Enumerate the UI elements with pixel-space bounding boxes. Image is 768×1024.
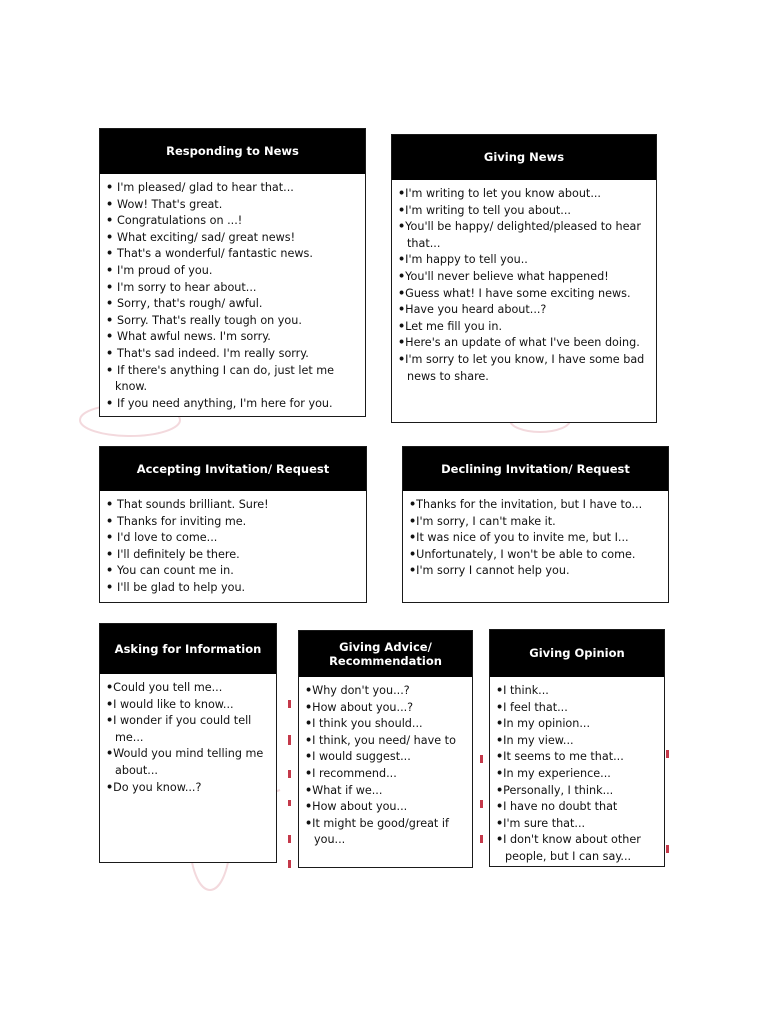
bullet-icon: • [106,181,118,194]
list-item [106,746,270,779]
bullet-icon: • [409,531,417,545]
list-item [409,514,662,531]
bullet-icon: • [106,297,118,311]
phrase-text: I'd love to come... [117,531,218,545]
list-item [409,530,662,547]
phrase-text: It was nice of you to invite me, but I... [416,531,629,545]
bullet-icon: • [409,514,417,528]
phrase-text: Thanks for inviting me. [117,514,247,528]
phrase-text: I'm proud of you. [117,263,213,277]
phrase-text: I'm sorry to let you know, I have some bad news to share. [405,352,645,383]
bullet-icon: • [398,336,406,350]
bullet-icon: • [496,800,504,814]
bullet-icon: • [106,681,114,694]
list-item [496,832,658,865]
phrase-text: I recommend... [312,766,397,780]
bullet-icon: • [106,714,114,728]
phrase-text: That sounds brilliant. Sure! [117,498,269,511]
bullet-icon: • [106,247,118,261]
phrase-text: What exciting/ sad/ great news! [117,230,296,244]
list-item [305,816,466,849]
phrase-text: I think... [503,684,549,697]
list-item [106,563,360,580]
bullet-icon: • [398,220,406,234]
phrase-text: Sorry, that's rough/ awful. [117,297,263,311]
bullet-icon: • [398,319,406,333]
bullet-icon: • [106,580,118,594]
phrase-text: You can count me in. [117,564,234,578]
phrase-text: I think you should... [312,717,423,731]
list-item [496,700,658,717]
phrase-text: Would you mind telling me about... [113,747,264,777]
bullet-icon: • [398,269,406,283]
list-item [106,313,359,330]
list-item [305,700,466,717]
list-item [409,547,662,564]
bullet-icon: • [305,766,313,780]
phrase-text: Wow! That's great. [117,197,223,211]
phrase-text: I feel that... [503,700,568,714]
phrase-text: How about you...? [312,700,414,714]
phrase-text: You'll never believe what happened! [405,269,609,283]
bullet-icon: • [305,816,313,830]
bullet-icon: • [106,531,118,545]
list-item [106,713,270,746]
card-giving-advice [298,630,473,868]
bullet-icon: • [496,783,504,797]
bullet-icon: • [106,396,118,410]
phrase-list [100,674,276,796]
list-item [496,749,658,766]
list-item [305,733,466,750]
phrase-text: Why don't you...? [312,684,410,697]
list-item [106,363,359,396]
bullet-icon: • [106,263,118,277]
card-title: Asking for Information [100,624,276,674]
bullet-icon: • [305,800,313,814]
list-item [106,280,359,297]
list-item [106,547,360,564]
phrase-text: I'm sorry I cannot help you. [416,564,570,578]
list-item [398,269,650,286]
card-declining-invitation [402,446,669,603]
list-item [305,783,466,800]
bullet-icon: • [106,780,114,794]
bullet-icon: • [496,766,504,780]
phrase-text: I'm sure that... [503,816,586,830]
phrase-text: What if we... [312,783,383,797]
bullet-icon: • [496,833,504,847]
list-item [106,530,360,547]
phrase-text: I'm writing to let you know about... [405,187,601,200]
list-item [106,246,359,263]
card-title: Responding to News [100,129,365,174]
bullet-icon: • [106,330,118,344]
card-giving-news [391,134,657,423]
list-item [106,697,270,714]
list-item [106,497,360,514]
phrase-text: I'm happy to tell you.. [405,253,528,267]
bullet-icon: • [106,197,118,211]
list-item [496,816,658,833]
list-item [106,680,270,697]
phrase-text: I'm sorry to hear about... [117,280,257,294]
list-item [106,396,359,413]
bullet-icon: • [106,498,118,511]
bullet-icon: • [106,214,118,228]
list-item [496,766,658,783]
bullet-icon: • [409,498,417,511]
list-item [398,219,650,252]
phrase-text: What awful news. I'm sorry. [117,330,271,344]
phrase-text: If there's anything I can do, just let me know. [115,363,335,394]
bullet-icon: • [398,303,406,317]
phrase-text: Here's an update of what I've been doing. [405,336,640,350]
phrase-text: Guess what! I have some exciting news. [405,286,631,300]
phrase-list [403,491,668,580]
list-item [496,733,658,750]
phrase-text: Could you tell me... [113,681,223,694]
list-item [106,296,359,313]
phrase-text: I would suggest... [312,750,411,764]
list-item [106,346,359,363]
bullet-icon: • [106,564,118,578]
list-item [398,352,650,385]
list-item [398,186,650,203]
bullet-icon: • [106,230,118,244]
bullet-icon: • [106,280,118,294]
bullet-icon: • [106,363,118,377]
list-item [496,683,658,700]
list-item [496,716,658,733]
bullet-icon: • [398,187,406,200]
phrase-text: I'm writing to tell you about... [405,203,571,217]
bullet-icon: • [409,564,417,578]
list-item [398,302,650,319]
phrase-text: In my experience... [503,766,611,780]
list-item [398,335,650,352]
phrase-text: I think, you need/ have to [312,733,456,747]
bullet-icon: • [106,547,118,561]
phrase-text: Let me fill you in. [405,319,503,333]
phrase-text: I don't know about other people, but I can say... [503,833,641,863]
phrase-text: It seems to me that... [503,750,624,764]
list-item [106,180,359,197]
list-item [106,213,359,230]
phrase-text: Thanks for the invitation, but I have to... [416,498,643,511]
phrase-text: If you need anything, I'm here for you. [117,396,333,410]
phrase-text: In my view... [503,733,574,747]
card-title: Giving Advice/ Recommendation [299,631,472,677]
phrase-text: Congratulations on ...! [117,214,243,228]
bullet-icon: • [305,700,313,714]
phrase-text: I'll definitely be there. [117,547,240,561]
list-item [106,230,359,247]
phrase-text: That's a wonderful/ fantastic news. [117,247,313,261]
phrase-text: I have no doubt that [503,800,618,814]
bullet-icon: • [496,816,504,830]
list-item [106,580,360,597]
list-item [409,497,662,514]
bullet-icon: • [496,684,504,697]
phrase-text: I'm sorry, I can't make it. [416,514,556,528]
phrase-text: In my opinion... [503,717,591,731]
list-item [106,329,359,346]
phrase-list [100,491,366,597]
bullet-icon: • [496,700,504,714]
phrase-text: That's sad indeed. I'm really sorry. [117,346,309,360]
card-giving-opinion [489,629,665,867]
bullet-icon: • [496,717,504,731]
bullet-icon: • [106,697,114,711]
list-item [398,203,650,220]
card-asking-for-information [99,623,277,863]
list-item [305,716,466,733]
bullet-icon: • [106,313,118,327]
phrase-list [100,174,365,412]
bullet-icon: • [398,286,406,300]
bullet-icon: • [106,747,114,761]
phrase-list [490,677,664,866]
bullet-icon: • [305,783,313,797]
bullet-icon: • [496,750,504,764]
phrase-text: How about you... [312,800,408,814]
card-responding-to-news [99,128,366,417]
phrase-text: I wonder if you could tell me... [113,714,252,744]
phrase-text: Have you heard about...? [405,303,547,317]
phrase-text: Sorry. That's really tough on you. [117,313,302,327]
phrase-text: You'll be happy/ delighted/pleased to hear that... [405,220,641,250]
list-item [398,319,650,336]
phrase-text: I would like to know... [113,697,234,711]
list-item [398,286,650,303]
list-item [305,799,466,816]
list-item [305,683,466,700]
card-title: Giving News [392,135,656,180]
list-item [398,252,650,269]
card-title: Declining Invitation/ Request [403,447,668,491]
bullet-icon: • [305,750,313,764]
bullet-icon: • [305,733,313,747]
bullet-icon: • [398,253,406,267]
list-item [106,514,360,531]
bullet-icon: • [409,547,417,561]
bullet-icon: • [398,203,406,217]
phrase-list [392,180,656,385]
list-item [106,263,359,280]
phrase-text: Unfortunately, I won't be able to come. [416,547,636,561]
phrase-text: Personally, I think... [503,783,614,797]
phrase-text: I'll be glad to help you. [117,580,246,594]
bullet-icon: • [398,352,406,366]
list-item [305,766,466,783]
list-item [305,749,466,766]
bullet-icon: • [305,717,313,731]
bullet-icon: • [106,346,118,360]
list-item [106,780,270,797]
list-item [409,563,662,580]
phrase-list [299,677,472,849]
bullet-icon: • [305,684,313,697]
list-item [496,799,658,816]
card-accepting-invitation [99,446,367,603]
card-title: Accepting Invitation/ Request [100,447,366,491]
card-title: Giving Opinion [490,630,664,677]
list-item [106,197,359,214]
phrase-text: It might be good/great if you... [312,816,449,847]
bullet-icon: • [106,514,118,528]
list-item [496,783,658,800]
bullet-icon: • [496,733,504,747]
phrase-text: Do you know...? [113,780,202,794]
phrase-text: I'm pleased/ glad to hear that... [117,181,294,194]
